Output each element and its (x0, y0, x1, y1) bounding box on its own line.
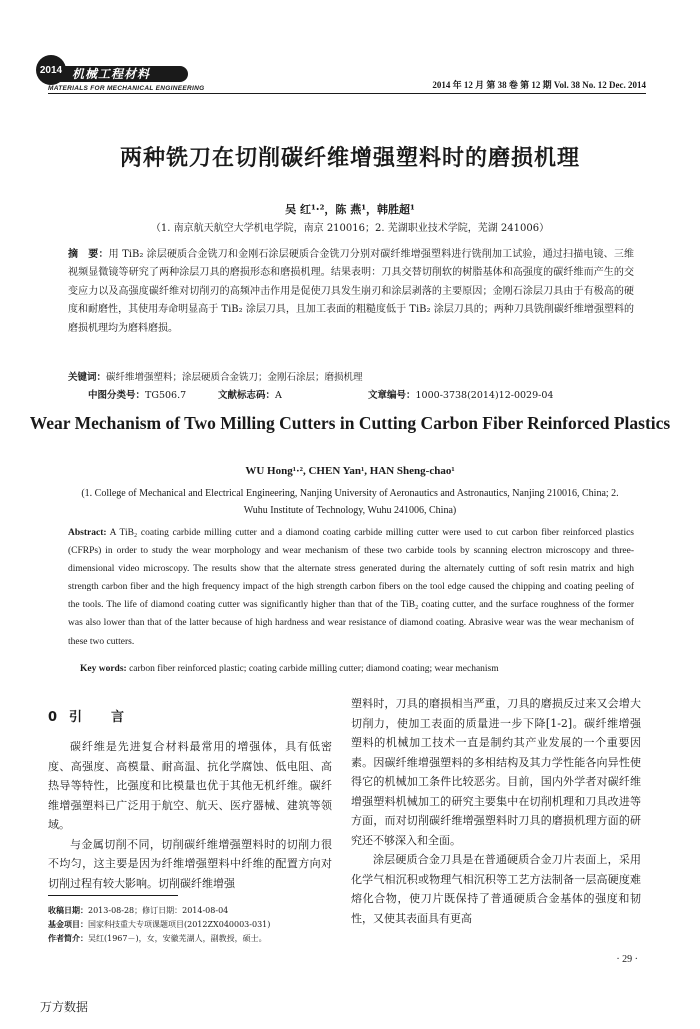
authors-en: WU Hong¹·², CHEN Yan¹, HAN Sheng-chao¹ (245, 465, 455, 477)
doc-code-label: 文献标志码： (218, 390, 276, 401)
received-label: 收稿日期： (48, 905, 88, 915)
clc-label: 中图分类号： (88, 390, 146, 401)
keywords-en (80, 664, 640, 674)
journal-title-cn: 机械工程材料 (72, 67, 151, 81)
intro-paragraph-3: 塑料时，刀具的磨损相当严重，刀具的磨损反过来又会增大切削力，使加工表面的质量进一步下降[1-2]。碳纤维增强塑料的机械加工技术一直是制约其产业发展的一个重要因素。因碳纤维增强塑料的多相结构及其力学性能各向异性使得它的机械加工条件比较恶劣。目前，国内外学者对碳纤维增强塑料机械加工的研究主要集中在切削机理和刀具改进等方面，而对切削碳纤维增强塑料时刀具的磨损机理方面的研究还不够深入和全面。 (351, 697, 641, 847)
fund-value: 国家科技重大专项课题项目(2012ZX040003-031) (88, 920, 271, 929)
keywords-text-cn: 碳纤维增强塑料；涂层硬质合金铣刀；金刚石涂层；磨损机理 (106, 372, 363, 383)
issue-info: 2014 年 12 月 第 38 卷 第 12 期 Vol. 38 No. 12 Dec. 2014 (432, 80, 646, 90)
keywords-cn (68, 369, 634, 383)
affiliation-en: (1. College of Mechanical and Electrical Engineering, Nanjing University of Aeronautics and Astronautics, Nanjing 210016, China; 2. Wuhu Institute of Technology, Wuhu 241006, China) (81, 488, 619, 516)
authors-cn: 吴 红¹·²，陈 燕¹，韩胜超¹ (285, 203, 415, 216)
received-value: 2013-08-28；修订日期：2014-08-04 (88, 906, 229, 915)
journal-title-en: MATERIALS FOR MECHANICAL ENGINEERING (48, 85, 205, 92)
keywords-text-en: carbon fiber reinforced plastic; coating carbide milling cutter; diamond coating; wear mechanism (129, 664, 499, 674)
intro-paragraph-1: 碳纤维是先进复合材料最常用的增强体，具有低密度、高强度、高模量、耐高温、抗化学腐蚀、低电阻、高热导等特性，比强度和比模量也优于其他无机纤维。碳纤维增强塑料已广泛用于航空、航天、医疗器械、建筑等领域。 (48, 740, 332, 831)
keywords-label-cn: 关键词： (68, 372, 107, 383)
abstract-label-cn: 摘 要： (68, 249, 109, 260)
section-number: 0 (48, 710, 58, 725)
abstract-text-en: A TiB₂ coating carbide milling cutter and a diamond coating carbide milling cutter were used to cut carbon fiber reinforced plastics (CFRPs) in order to study the wear morphology and wear mechanism of these two carbide tools by scanning electron microscopy and three-dimensional video microscopy. The results show that the alternate stress generated during the alternately cutting of soft resin matrix and high strength carbon fiber and the high frequency impact of the high strength carbon fibers on the tool edge caused the chipping and coating peeling of the tools. The life of diamond coating cutter was significantly higher than that of the TiB₂ coating cutter, and the surface roughness of the former was also lower than that of the latter because of high hardness and wear resistance of diamond coating. Abrasive wear was the wear mechanism of these two cutters. (68, 528, 634, 647)
fund-label: 基金项目： (48, 919, 88, 929)
intro-paragraph-4: 涂层硬质合金刀具是在普通硬质合金刀片表面上，采用化学气相沉积或物理气相沉积等工艺方法制备一层高硬度难熔化合物，使刀片既保持了普通硬质合金基体的强度和韧性，又使其表面具有更高 (351, 853, 641, 925)
clc-value: TG506.7 (145, 390, 187, 401)
doc-code-value: A (275, 390, 282, 401)
body-right-column (351, 694, 641, 928)
footnote-rule (48, 895, 178, 896)
abstract-text-cn: 用 TiB₂ 涂层硬质合金铣刀和金刚石涂层硬质合金铣刀分别对碳纤维增强塑料进行铣削加工试验，通过扫描电镜、三维视频显微镜等研究了两种涂层刀具的磨损形态和磨损机理。结果表明：刀具交替切削软的树脂基体和高强度的碳纤维而产生的交变应力以及高强度碳纤维对切削刃的高频冲击作用是促使刀具发生崩刃和涂层剥落的主要原因；金刚石涂层刀具由于有极高的硬度和耐磨性，其使用寿命明显高于 TiB₂ 涂层刀具，且加工表面的粗糙度低于 TiB₂ 涂层刀具的；两种刀具铣削碳纤维增强塑料的磨损机理均为磨料磨损。 (68, 249, 634, 334)
section-title: 引 言 (69, 710, 133, 725)
classification-line (88, 387, 638, 401)
section-heading (48, 706, 332, 725)
paper-title-en: Wear Mechanism of Two Milling Cutters in Cutting Carbon Fiber Reinforced Plastics (29, 413, 671, 433)
footnote-author (48, 931, 338, 946)
footnote-received (48, 903, 338, 918)
body-left-column (48, 706, 332, 893)
watermark: 万方数据 (40, 1000, 89, 1014)
article-no-label: 文章编号： (368, 390, 416, 401)
affiliation-cn: （1. 南京航天航空大学机电学院，南京 210016；2. 芜湖职业技术学院，芜湖 241006） (150, 223, 550, 234)
abstract-cn (68, 246, 634, 338)
page-number: · 29 · (616, 954, 638, 965)
abstract-en (68, 524, 634, 651)
author-bio-label: 作者简介： (48, 933, 88, 943)
keywords-label-en: Key words: (80, 664, 127, 674)
year-badge: 2014 (36, 55, 66, 85)
author-bio-value: 吴红(1967－)，女，安徽芜湖人，副教授，硕士。 (88, 934, 267, 943)
article-no-value: 1000-3738(2014)12-0029-04 (415, 390, 554, 401)
intro-paragraph-2: 与金属切削不同，切削碳纤维增强塑料时的切削力很不均匀，这主要是因为纤维增强塑料中纤维的配置方向对切削过程有较大影响。切削碳纤维增强 (48, 837, 332, 890)
footnote-fund (48, 917, 338, 932)
header-rule (48, 93, 646, 94)
abstract-label-en: Abstract: (68, 528, 107, 538)
paper-title-cn: 两种铣刀在切削碳纤维增强塑料时的磨损机理 (119, 146, 580, 171)
